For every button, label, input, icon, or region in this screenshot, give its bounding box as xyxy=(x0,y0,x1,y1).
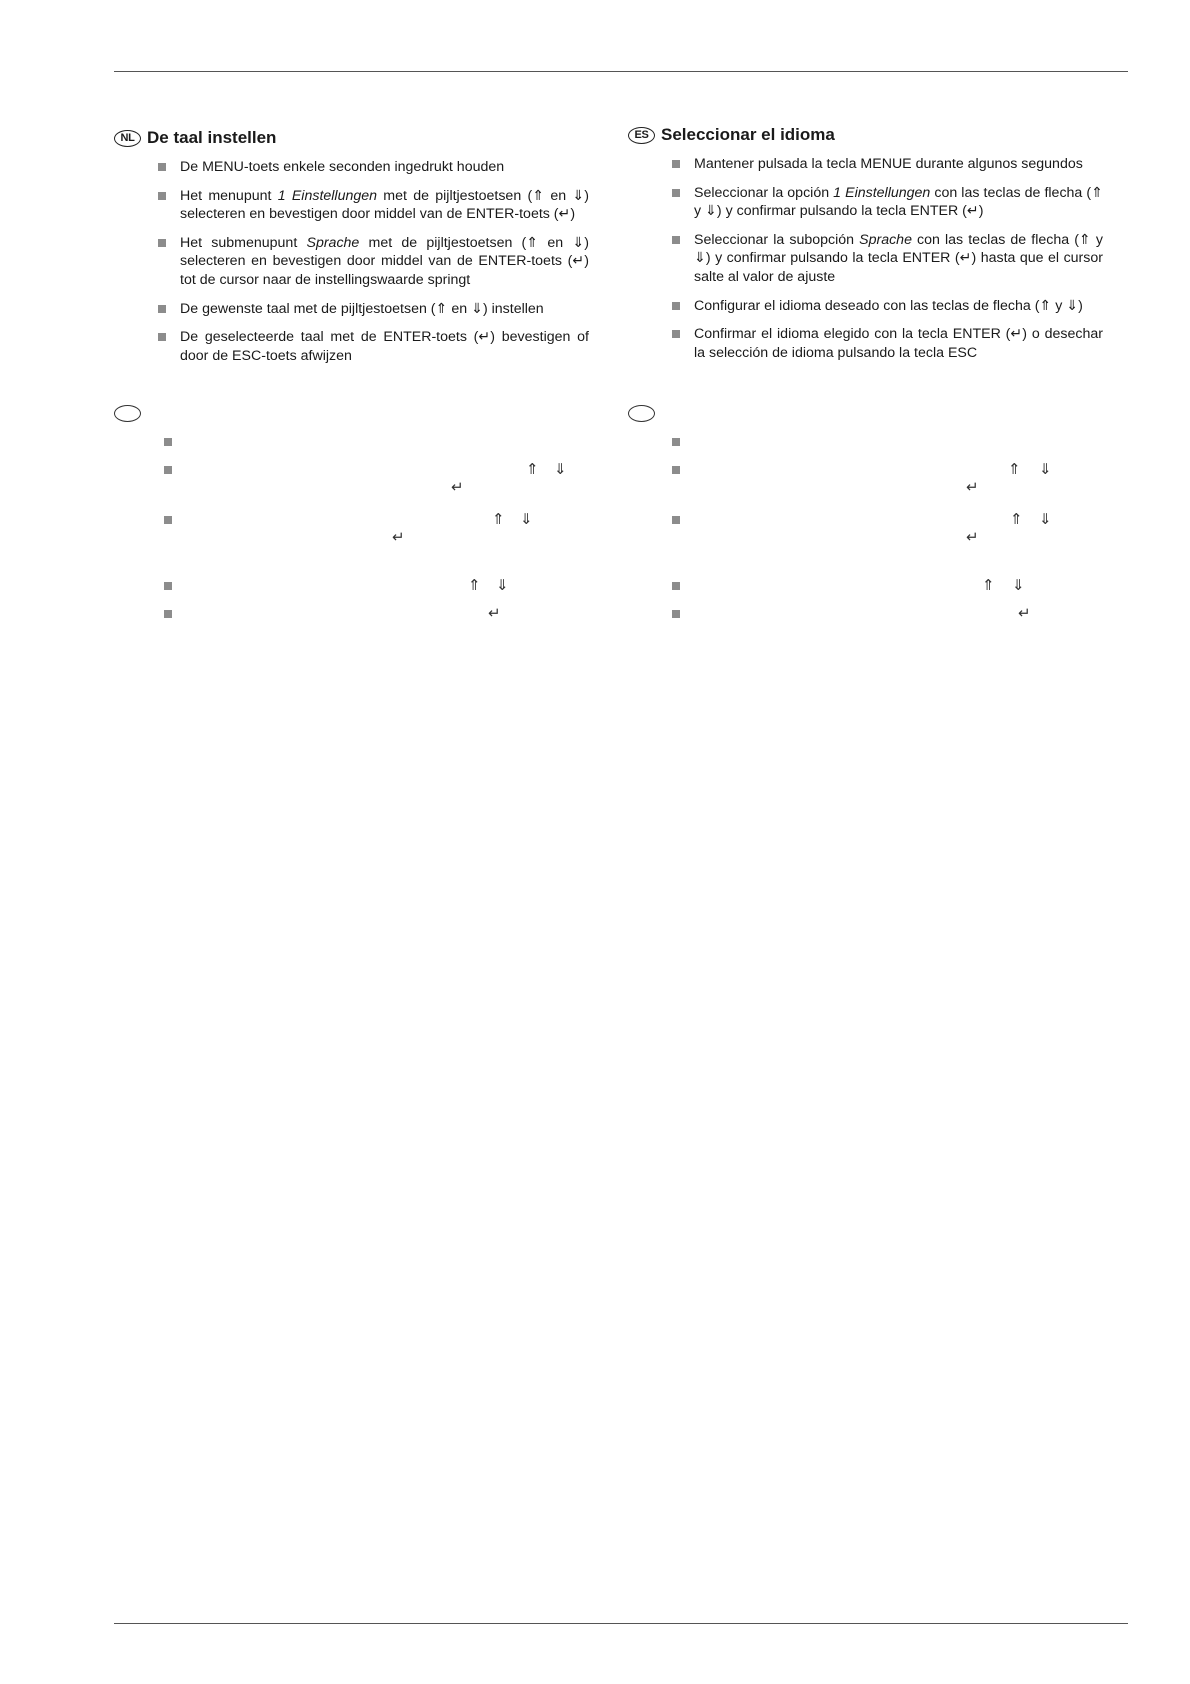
steps-list-es xyxy=(628,155,1103,362)
step-text: De gewenste taal met de pijltjestoetsen (⇑ en ⇓) instellen xyxy=(180,300,544,317)
bullet-square xyxy=(164,610,172,618)
section-nl xyxy=(114,124,589,375)
ghost-list-left xyxy=(114,433,589,623)
down-arrow-glyph: ⇓ xyxy=(496,577,509,594)
down-arrow-glyph: ⇓ xyxy=(554,461,567,478)
section-es xyxy=(628,121,1103,372)
step-text: met de pijltjestoetsen (⇑ en ⇓) selecteren en bevestigen door middel van de ENTER-toets (↵) tot de cursor naar de instellingswaarde springt xyxy=(180,234,589,288)
up-arrow-glyph: ⇑ xyxy=(468,577,481,594)
footer-rule xyxy=(114,1623,1128,1624)
enter-glyph: ↵ xyxy=(488,605,501,622)
bullet-square xyxy=(158,239,166,247)
language-badge-empty-left xyxy=(114,405,141,422)
step-item xyxy=(158,158,589,177)
step-text: Confirmar el idioma elegido con la tecla ENTER (↵) o desechar la selección de idioma pulsando la tecla ESC xyxy=(694,326,1103,361)
bullet-square xyxy=(158,163,166,171)
bullet-square xyxy=(672,610,680,618)
step-text: Het menupunt xyxy=(180,187,278,204)
up-arrow-glyph: ⇑ xyxy=(526,461,539,478)
ghost-row xyxy=(164,511,589,567)
ghost-row xyxy=(672,511,1103,567)
bullet-square xyxy=(164,466,172,474)
step-item xyxy=(672,297,1103,316)
enter-glyph: ↵ xyxy=(966,529,979,546)
step-text: Mantener pulsada la tecla MENUE durante algunos segundos xyxy=(694,156,1083,172)
step-item xyxy=(672,325,1103,362)
step-item xyxy=(672,231,1103,287)
bullet-square xyxy=(672,189,680,197)
bullet-square xyxy=(164,438,172,446)
step-item xyxy=(158,187,589,224)
step-text: Seleccionar la subopción xyxy=(694,231,860,248)
down-arrow-glyph: ⇓ xyxy=(1039,511,1052,528)
bullet-square xyxy=(672,160,680,168)
section-heading-ghost-right xyxy=(628,399,1103,427)
bullet-square xyxy=(158,192,166,200)
section-ghost-right xyxy=(628,399,1103,633)
section-heading-ghost-left xyxy=(114,399,589,427)
step-emphasis: Sprache xyxy=(306,234,360,251)
ghost-row xyxy=(672,461,1103,501)
bullet-square xyxy=(672,302,680,310)
up-arrow-glyph: ⇑ xyxy=(492,511,505,528)
down-arrow-glyph: ⇓ xyxy=(520,511,533,528)
step-emphasis: 1 Einstellungen xyxy=(277,187,378,204)
bullet-square xyxy=(164,582,172,590)
step-emphasis: 1 Einstellungen xyxy=(833,184,931,201)
bullet-square xyxy=(672,236,680,244)
header-rule xyxy=(114,71,1128,72)
bullet-square xyxy=(158,333,166,341)
step-text: Configurar el idioma deseado con las teclas de flecha (⇑ y ⇓) xyxy=(694,297,1083,314)
ghost-row xyxy=(164,605,589,623)
step-item xyxy=(158,328,589,365)
bullet-square xyxy=(158,305,166,313)
step-emphasis: Sprache xyxy=(859,231,912,248)
section-heading-es xyxy=(628,121,1103,149)
step-item xyxy=(158,234,589,290)
step-item xyxy=(672,184,1103,221)
up-arrow-glyph: ⇑ xyxy=(1010,511,1023,528)
step-text: De MENU-toets enkele seconden ingedrukt houden xyxy=(180,159,505,175)
ghost-list-right xyxy=(628,433,1103,623)
section-title-nl: De taal instellen xyxy=(147,128,277,147)
up-arrow-glyph: ⇑ xyxy=(1008,461,1021,478)
enter-glyph: ↵ xyxy=(451,479,464,496)
ghost-row xyxy=(164,461,589,501)
language-badge-nl: NL xyxy=(114,130,141,147)
bullet-square xyxy=(672,438,680,446)
section-ghost-left xyxy=(114,399,589,633)
ghost-row xyxy=(672,605,1103,623)
step-item xyxy=(672,155,1103,174)
ghost-row xyxy=(672,577,1103,595)
step-text: con las teclas de flecha (⇑ y ⇓) y confirmar pulsando la tecla ENTER (↵) xyxy=(694,184,1103,220)
down-arrow-glyph: ⇓ xyxy=(1039,461,1052,478)
bullet-square xyxy=(672,582,680,590)
step-text: De geselecteerde taal met de ENTER-toets (↵) bevestigen of door de ESC-toets afwijzen xyxy=(180,329,589,364)
down-arrow-glyph: ⇓ xyxy=(1012,577,1025,594)
enter-glyph: ↵ xyxy=(1018,605,1031,622)
bullet-square xyxy=(164,516,172,524)
bullet-square xyxy=(672,516,680,524)
step-text: Seleccionar la opción xyxy=(694,184,834,201)
steps-list-nl xyxy=(114,158,589,365)
ghost-row xyxy=(164,577,589,595)
step-text: Het submenupunt xyxy=(180,234,307,251)
step-text: con las teclas de flecha (⇑ y ⇓) y confirmar pulsando la tecla ENTER (↵) hasta que el cursor salte al valor de ajuste xyxy=(694,231,1103,285)
bullet-square xyxy=(672,330,680,338)
ghost-row xyxy=(164,433,589,451)
step-item xyxy=(158,300,589,319)
language-badge-empty-right xyxy=(628,405,655,422)
language-badge-es: ES xyxy=(628,127,655,144)
bullet-square xyxy=(672,466,680,474)
section-title-es: Seleccionar el idioma xyxy=(661,125,835,144)
enter-glyph: ↵ xyxy=(966,479,979,496)
step-text: met de pijltjestoetsen (⇑ en ⇓) selecteren en bevestigen door middel van de ENTER-toets (↵) xyxy=(180,187,589,223)
section-heading-nl xyxy=(114,124,589,152)
ghost-row xyxy=(672,433,1103,451)
enter-glyph: ↵ xyxy=(392,529,405,546)
up-arrow-glyph: ⇑ xyxy=(982,577,995,594)
